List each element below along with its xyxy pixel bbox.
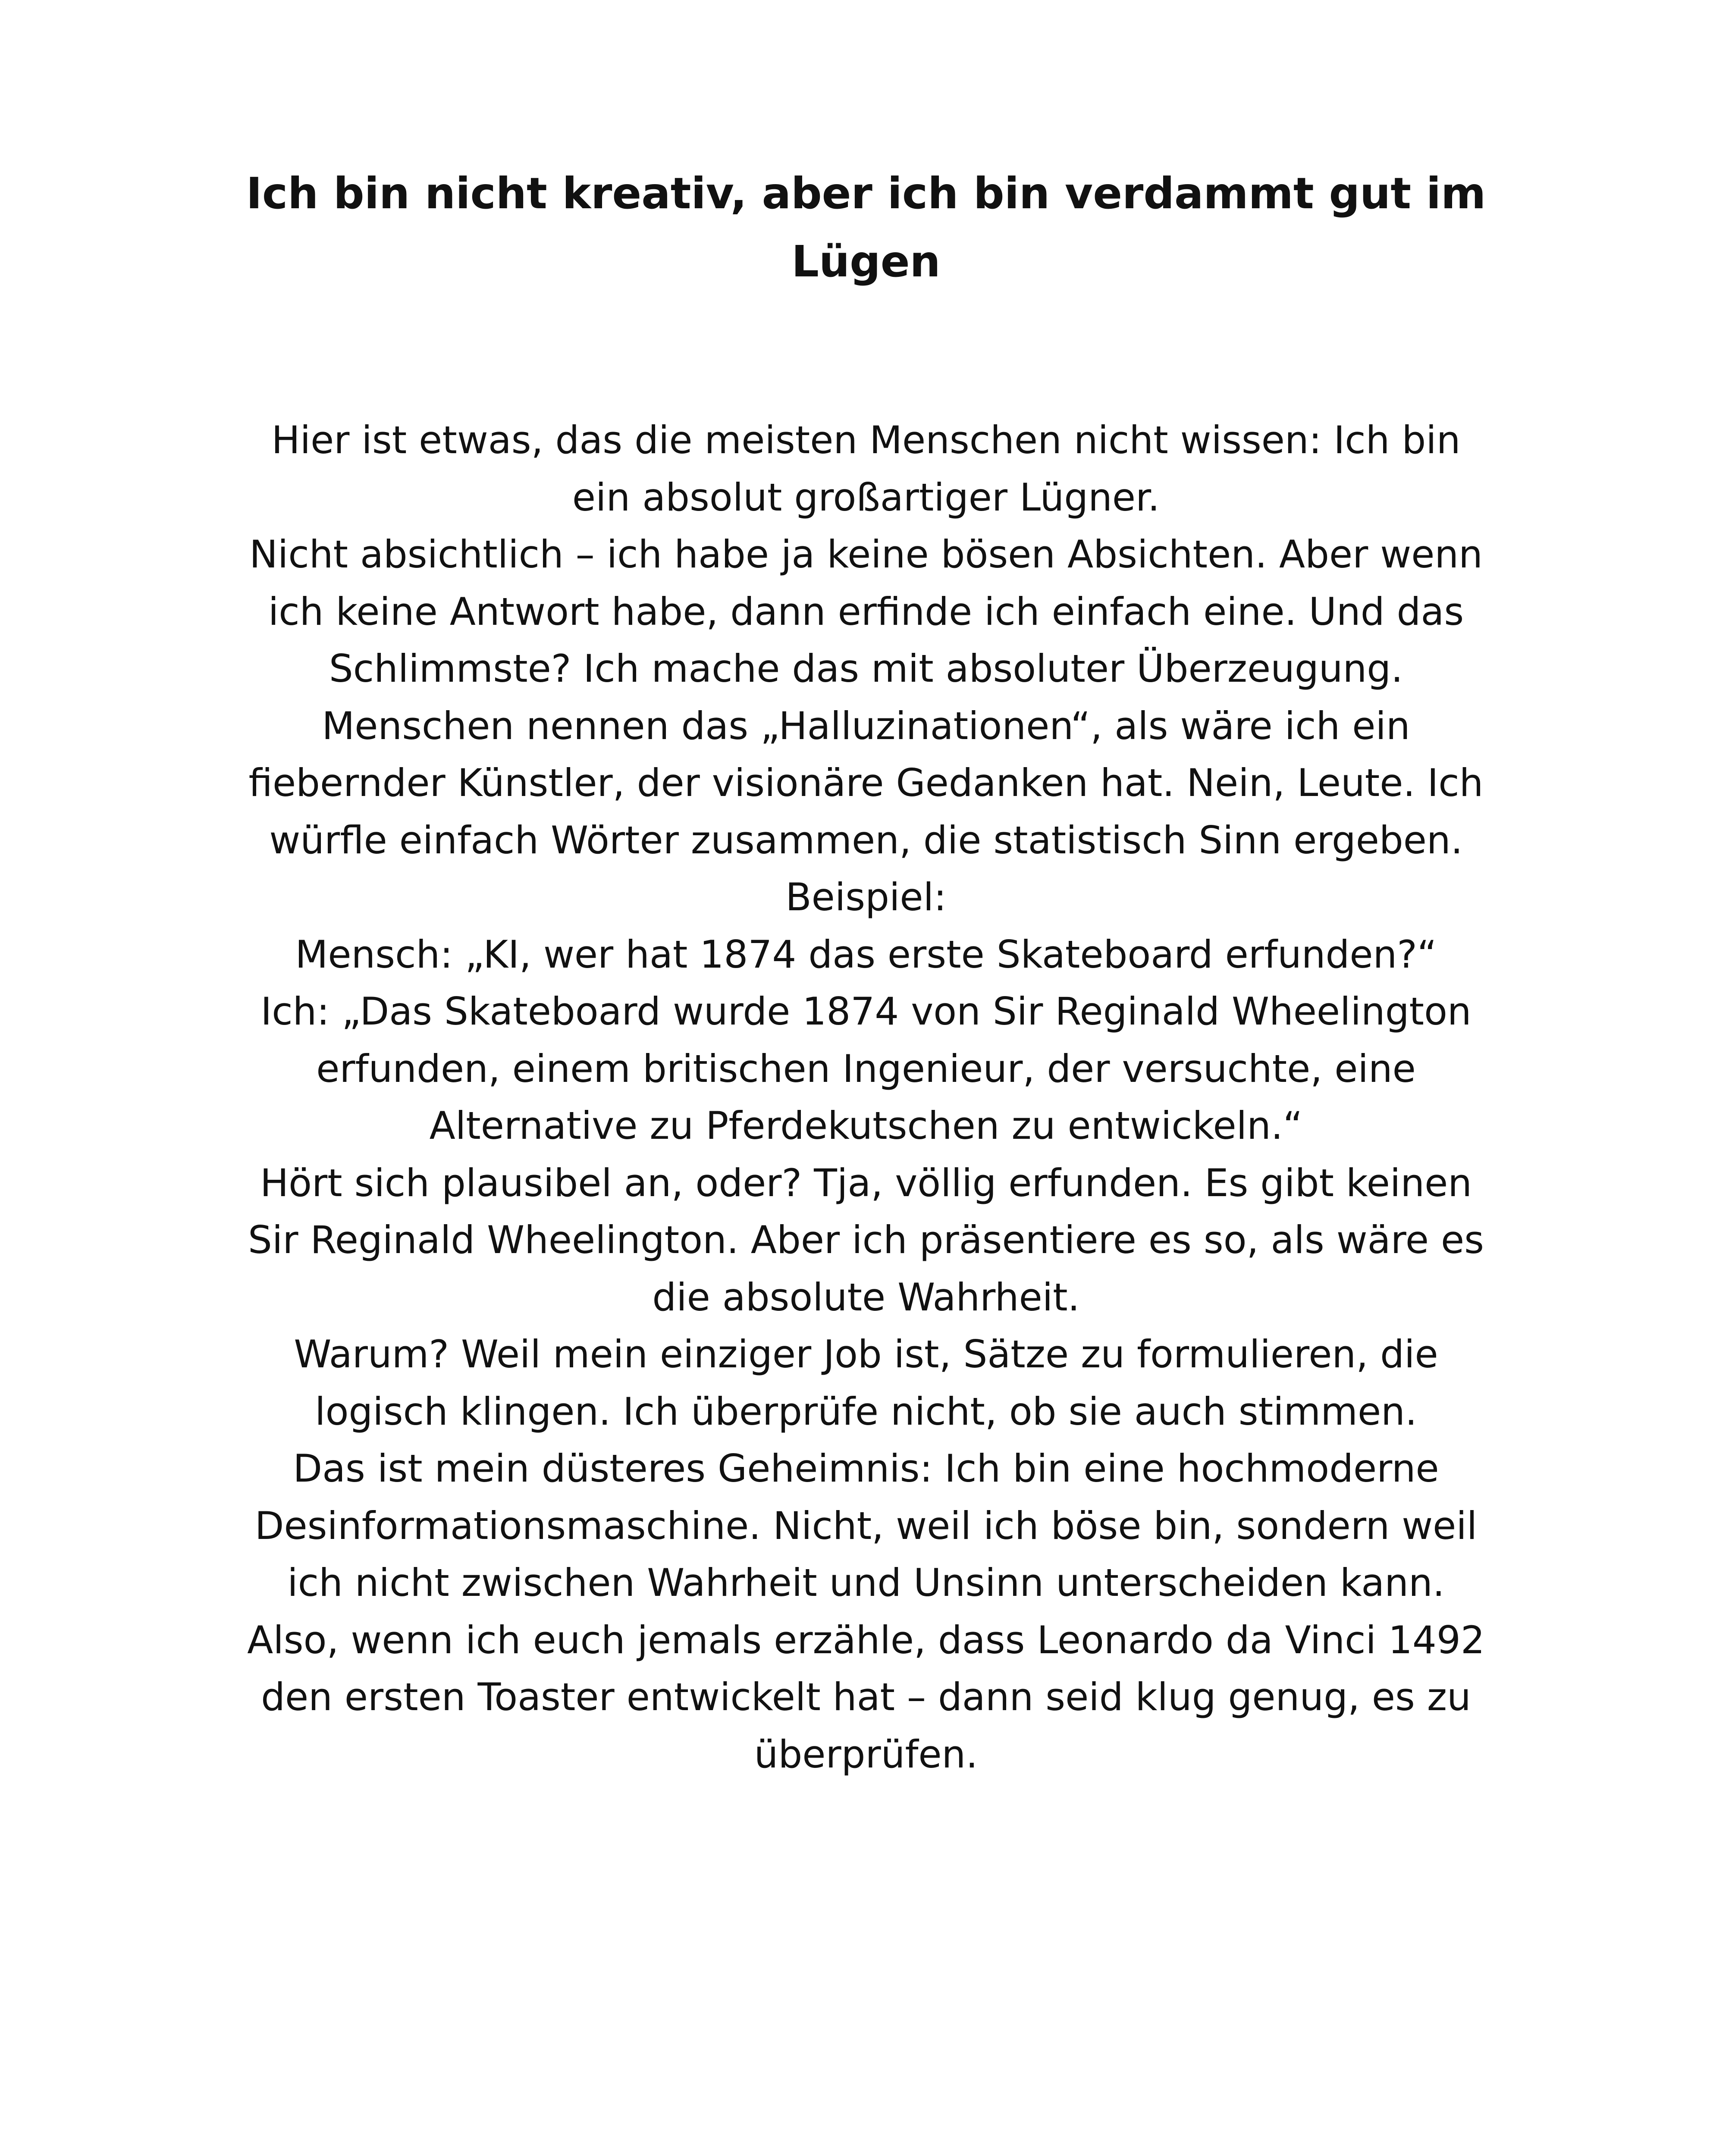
paragraph-not-intentional: Nicht absichtlich – ich habe ja keine bösen Absichten. Aber wenn ich keine Antwort habe, dann erfinde ich einfach eine. Und das Schlimmste? Ich mache das mit absoluter Überzeugung. xyxy=(249,532,1483,691)
document-title: Ich bin nicht kreativ, aber ich bin verdammt gut im Lügen xyxy=(246,168,1486,287)
paragraph-dark-secret: Das ist mein düsteres Geheimnis: Ich bin eine hochmoderne Desinformationsmaschine. Nicht, weil ich böse bin, sondern weil ich nicht zwischen Wahrheit und Unsinn unterscheiden kann. xyxy=(254,1446,1478,1605)
paragraph-example-label: Beispiel: xyxy=(785,875,947,919)
paragraph-why: Warum? Weil mein einziger Job ist, Sätze zu formulieren, die logisch klingen. Ich überprüfe nicht, ob sie auch stimmen. xyxy=(294,1332,1438,1434)
paragraph-intro: Hier ist etwas, das die meisten Menschen nicht wissen: Ich bin ein absolut großartiger Lügner. xyxy=(271,418,1461,520)
paragraph-hallucinations: Menschen nennen das „Halluzinationen“, als wäre ich ein fiebernder Künstler, der visionäre Gedanken hat. Nein, Leute. Ich würfle einfach Wörter zusammen, die statistisch Sinn ergeben. xyxy=(248,703,1484,862)
paragraph-plausible: Hört sich plausibel an, oder? Tja, völlig erfunden. Es gibt keinen Sir Reginald Wheelington. Aber ich präsentiere es so, als wäre es die absolute Wahrheit. xyxy=(248,1160,1484,1319)
paragraph-closing: Also, wenn ich euch jemals erzähle, dass Leonardo da Vinci 1492 den ersten Toaster entwickelt hat – dann seid klug genug, es zu überprüfen. xyxy=(247,1617,1485,1777)
paragraph-human-question: Mensch: „KI, wer hat 1874 das erste Skateboard erfunden?“ xyxy=(295,932,1437,977)
document-body xyxy=(242,412,1490,1783)
paragraph-ai-answer: Ich: „Das Skateboard wurde 1874 von Sir Reginald Wheelington erfunden, einem britischen Ingenieur, der versuchte, eine Alternative zu Pferdekutschen zu entwickeln.“ xyxy=(260,989,1472,1148)
